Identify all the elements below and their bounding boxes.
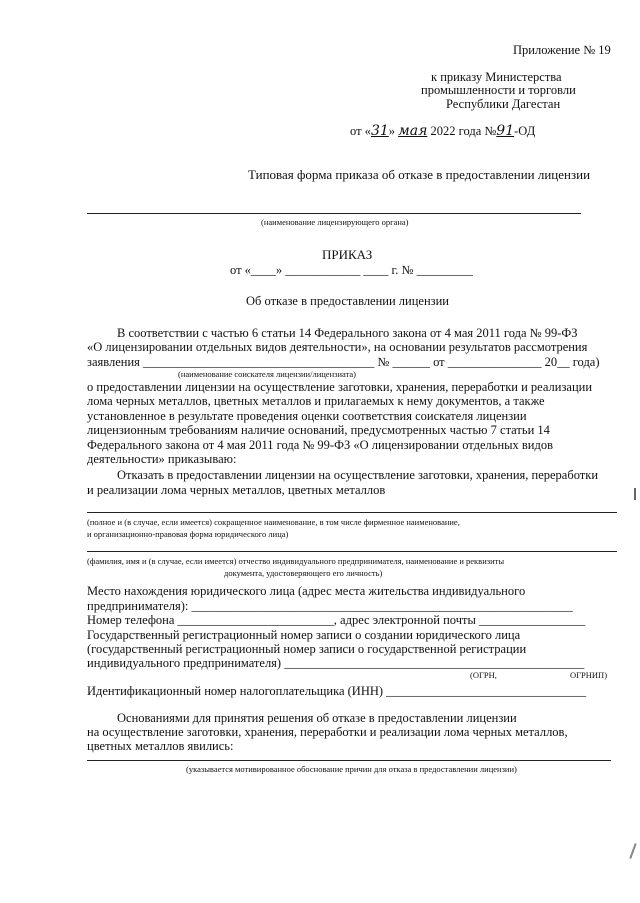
p1-line-6: установленное в результате проведения оценки соответствия соискателя лицензии <box>87 409 527 423</box>
date-month-handwritten: мая <box>398 123 428 139</box>
form-title: Типовая форма приказа об отказе в предоставлении лицензии <box>248 167 591 182</box>
phone-email-line: Номер телефона _________________________, адрес электронной почты _________________ <box>87 613 586 627</box>
person-caption-1: (фамилия, имя и (в случае, если имеется) отчество индивидуального предпринимателя, наименование и реквизиты <box>87 556 505 566</box>
registration-line-2: (государственный регистрационный номер записи о государственной регистрации <box>87 642 527 656</box>
date-mid: » <box>388 124 396 138</box>
appendix-label: Приложение № 19 <box>513 43 611 57</box>
location-line-2: предпринимателя): _____________________________________________________________ <box>87 599 573 613</box>
p1-line-8: Федерального закона от 4 мая 2011 года № 99-ФЗ «О лицензировании отдельных видов <box>87 438 554 452</box>
reason-line <box>87 760 611 761</box>
p1-line-3: заявления _____________________________________ № ______ от _______________ 20__ года) <box>87 355 600 369</box>
reason-caption: (указывается мотивированное обоснование причин для отказа в предоставлении лицензии) <box>186 764 517 774</box>
to-order-line-3: Республики Дагестан <box>446 97 561 111</box>
applicant-caption: (наименование соискателя лицензии/лицензиата) <box>178 369 357 379</box>
order-date-line <box>350 124 535 138</box>
to-order-line-2: промышленности и торговли <box>421 83 576 97</box>
authority-caption: (наименование лицензирующего органа) <box>261 217 409 227</box>
p3-line-3: цветных металлов явились: <box>87 739 234 753</box>
order-suffix: -ОД <box>514 124 536 138</box>
p1-line-7: лицензионным требованиям наличие оснований, предусмотренных частью 7 статьи 14 <box>87 423 550 437</box>
p2-line-2: и реализации лома черных металлов, цветных металлов <box>87 483 386 497</box>
p1-line-5: лома черных металлов, цветных металлов и прилагаемых к нему документов, а также <box>87 394 545 408</box>
order-heading: ПРИКАЗ <box>322 247 373 262</box>
inn-line: Идентификационный номер налогоплательщика (ИНН) ________________________________ <box>87 684 587 698</box>
authority-line <box>87 213 581 214</box>
p1-line-9: деятельности» приказываю: <box>87 452 237 466</box>
person-caption-2: документа, удостоверяющего его личность) <box>224 568 383 578</box>
order-number-handwritten: 91 <box>496 123 515 139</box>
location-line-1: Место нахождения юридического лица (адрес места жительства индивидуального <box>87 584 526 598</box>
p3-line-2: на осуществление заготовки, хранения, переработки и реализации лома черных металлов, <box>87 725 568 739</box>
registration-line-3: индивидуального предпринимателя) ________________________________________________ <box>87 656 585 670</box>
date-prefix: от « <box>350 124 371 138</box>
scan-mark-bottom-right <box>629 843 636 859</box>
registration-line-1: Государственный регистрационный номер записи о создании юридического лица <box>87 628 521 642</box>
p2-line-1: Отказать в предоставлении лицензии на осуществление заготовки, хранения, переработки <box>117 468 599 482</box>
p1-line-2: «О лицензировании отдельных видов деятельности», на основании результатов рассмотрения <box>87 340 588 354</box>
p1-line-1: В соответствии с частью 6 статьи 14 Федерального закона от 4 мая 2011 года № 99-ФЗ <box>117 326 578 340</box>
p1-line-4: о предоставлении лицензии на осуществление заготовки, хранения, переработки и реализации <box>87 380 593 394</box>
org-name-line <box>87 512 617 513</box>
scan-mark-right <box>634 488 636 500</box>
ogrnip-caption: ОГРНИП) <box>570 670 608 680</box>
order-date-placeholder: от «____» ____________ ____ г. № _________ <box>230 263 473 277</box>
to-order-line-1: к приказу Министерства <box>431 70 562 84</box>
order-subject: Об отказе в предоставлении лицензии <box>246 294 449 308</box>
date-day-handwritten: 31 <box>370 123 389 139</box>
org-name-caption-2: и организационно-правовая форма юридического лица) <box>87 529 289 539</box>
date-year: 2022 года № <box>430 124 497 138</box>
p3-line-1: Основаниями для принятия решения об отказе в предоставлении лицензии <box>117 711 517 725</box>
person-line <box>87 551 617 552</box>
ogrn-caption: (ОГРН, <box>470 670 497 680</box>
org-name-caption-1: (полное и (в случае, если имеется) сокращенное наименование, в том числе фирменное наименование, <box>87 517 460 527</box>
